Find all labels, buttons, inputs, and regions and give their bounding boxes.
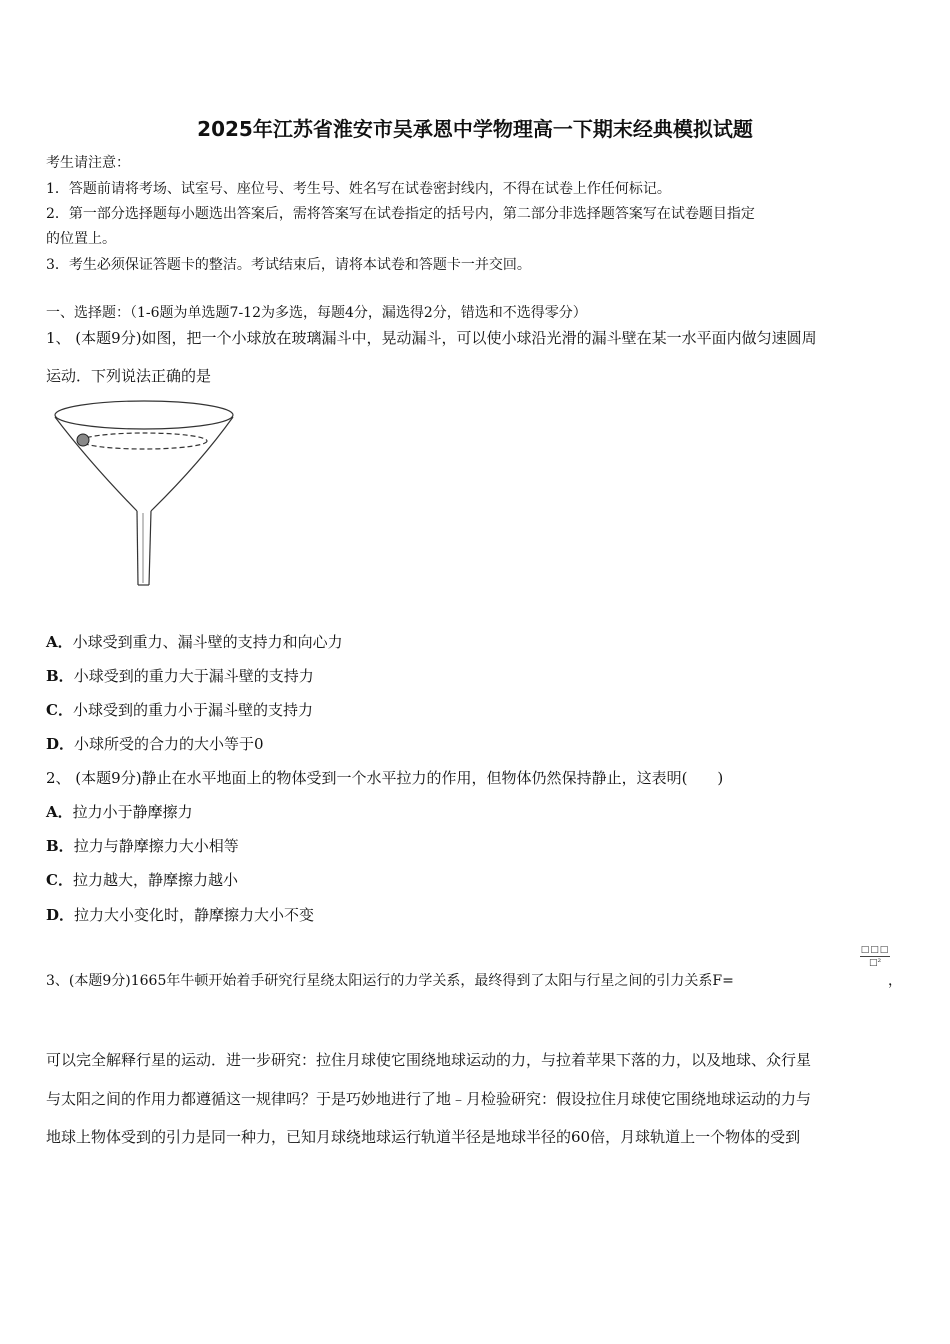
notice-item-2: 2．第一部分选择题每小题选出答案后，需将答案写在试卷指定的括号内，第二部分非选择题答案写在试卷题目指定 bbox=[46, 206, 755, 222]
q2-option-c[interactable]: C．拉力越大，静摩擦力越小 bbox=[46, 871, 238, 889]
q1-stem-line2: 运动．下列说法正确的是 bbox=[46, 367, 212, 385]
formula-denominator: □² bbox=[868, 958, 882, 968]
formula-numerator: □□□ bbox=[860, 945, 890, 955]
q3-line-3: 地球上物体受到的引力是同一种力，已知月球绕地球运行轨道半径是地球半径的60倍，月球轨道上一个物体的受到 bbox=[46, 1128, 801, 1146]
q2-option-d[interactable]: D．拉力大小变化时，静摩擦力大小不变 bbox=[46, 906, 315, 924]
page-title: 2025年江苏省淮安市吴承恩中学物理高一下期末经典模拟试题 bbox=[197, 117, 753, 141]
notice-item-3: 3．考生必须保证答题卡的整洁。考试结束后，请将本试卷和答题卡一并交回。 bbox=[46, 257, 531, 273]
q1-option-d[interactable]: D．小球所受的合力的大小等于0 bbox=[46, 735, 264, 753]
section-heading: 一、选择题：（1-6题为单选题7-12为多选，每题4分，漏选得2分，错选和不选得零分） bbox=[46, 305, 587, 321]
funnel-figure bbox=[50, 393, 240, 593]
q1-option-a[interactable]: A．小球受到重力、漏斗壁的支持力和向心力 bbox=[46, 633, 343, 651]
q2-option-b[interactable]: B．拉力与静摩擦力大小相等 bbox=[46, 837, 239, 855]
q3-formula-comma: ， bbox=[888, 973, 902, 989]
q1-option-b[interactable]: B．小球受到的重力大于漏斗壁的支持力 bbox=[46, 667, 314, 685]
q1-stem-line1: 1、 (本题9分)如图，把一个小球放在玻璃漏斗中，晃动漏斗，可以使小球沿光滑的漏斗壁在某一水平面内做匀速圆周 bbox=[46, 329, 817, 347]
notice-heading: 考生请注意： bbox=[46, 155, 130, 171]
q1-option-c[interactable]: C．小球受到的重力小于漏斗壁的支持力 bbox=[46, 701, 313, 719]
q3-stem-line1: 3、(本题9分)1665年牛顿开始着手研究行星绕太阳运行的力学关系，最终得到了太阳与行星之间的引力关系F= bbox=[46, 973, 734, 989]
q3-line-2: 与太阳之间的作用力都遵循这一规律吗？于是巧妙地进行了地﹣月检验研究：假设拉住月球使它围绕地球运动的力与 bbox=[46, 1090, 812, 1108]
q2-option-a[interactable]: A．拉力小于静摩擦力 bbox=[46, 803, 193, 821]
ball-icon bbox=[77, 434, 89, 446]
notice-item-1: 1．答题前请将考场、试室号、座位号、考生号、姓名写在试卷密封线内，不得在试卷上作任何标记。 bbox=[46, 181, 671, 197]
q2-stem: 2、 (本题9分)静止在水平地面上的物体受到一个水平拉力的作用，但物体仍然保持静止，这表明( ) bbox=[46, 769, 724, 787]
gravity-formula-fraction bbox=[860, 944, 890, 974]
notice-item-2-cont: 的位置上。 bbox=[46, 231, 116, 247]
q3-line-1: 可以完全解释行星的运动．进一步研究：拉住月球使它围绕地球运动的力，与拉着苹果下落的力，以及地球、众行星 bbox=[46, 1051, 812, 1069]
